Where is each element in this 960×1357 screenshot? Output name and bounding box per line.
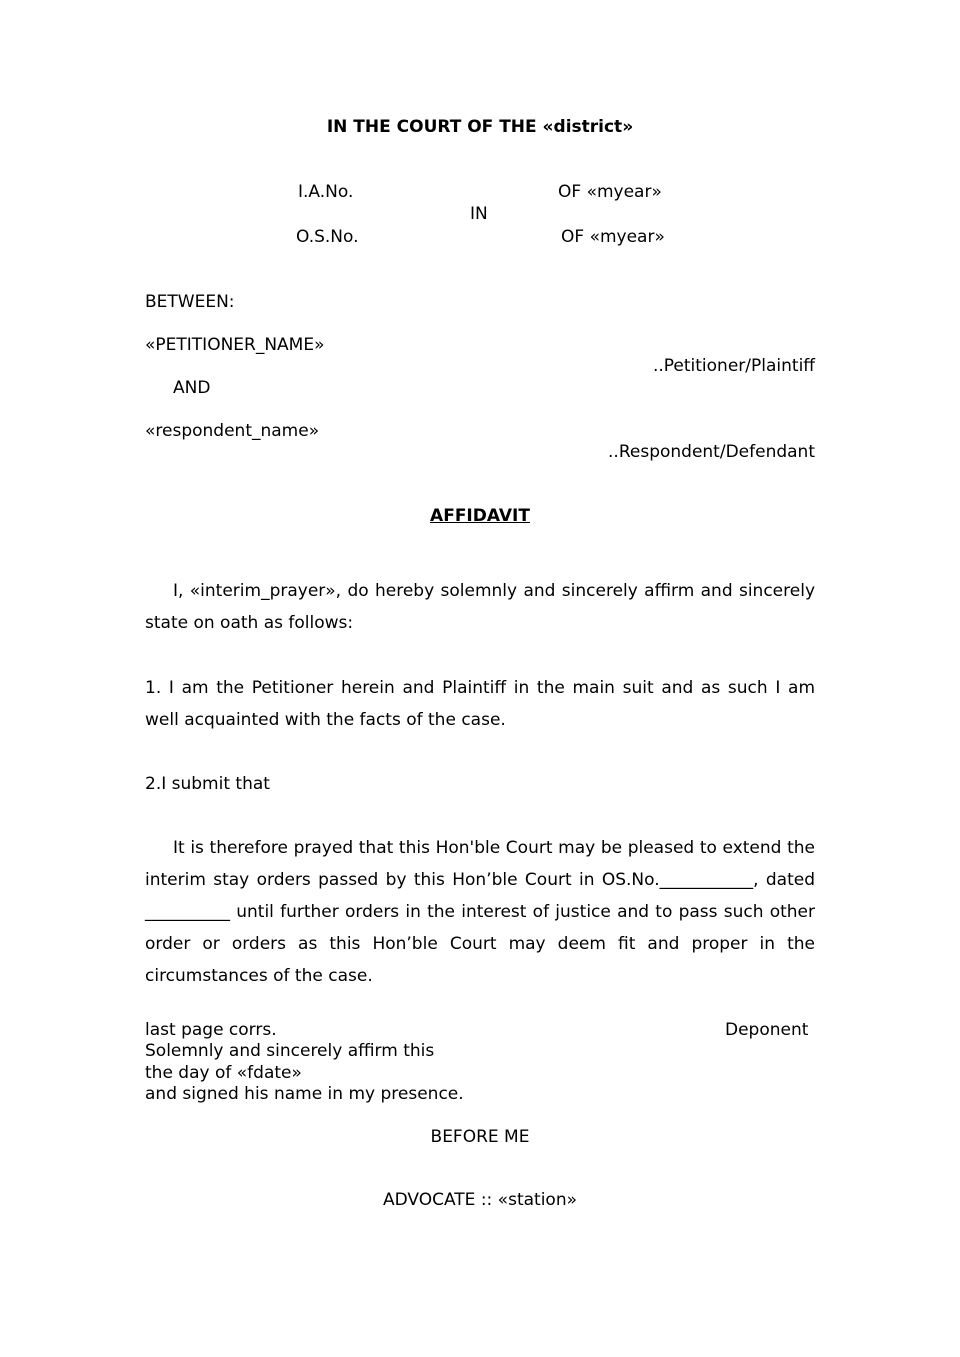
- prayer-paragraph: It is therefore prayed that this Hon'ble Court may be pleased to extend the interim stay orders passed by this Hon’ble Court in OS.No.___________, dated __________ until further orders in the interest of justice and to pass such other order or orders as this Hon’ble Court may deem fit and proper in the circumstances of the case.: [145, 838, 815, 986]
- and-label: AND: [173, 378, 211, 398]
- affirm-line-2: the day of «fdate»: [145, 1063, 302, 1083]
- os-number-label: O.S.No.: [296, 227, 359, 247]
- affirm-line-3: and signed his name in my presence.: [145, 1084, 464, 1104]
- respondent-role: ..Respondent/Defendant: [608, 442, 815, 462]
- ia-year: OF «myear»: [558, 182, 662, 202]
- affirm-line-1: Solemnly and sincerely affirm this: [145, 1041, 435, 1061]
- deponent-label: Deponent: [725, 1020, 809, 1040]
- before-me-label: BEFORE ME: [430, 1127, 530, 1147]
- last-page-note: last page corrs.: [145, 1020, 277, 1040]
- intro-paragraph: I, «interim_prayer», do hereby solemnly and sincerely affirm and sincerely state on oath as follows:: [145, 581, 815, 633]
- respondent-name: «respondent_name»: [145, 421, 320, 441]
- court-heading: IN THE COURT OF THE «district»: [326, 117, 634, 137]
- in-label: IN: [470, 204, 488, 224]
- between-label: BETWEEN:: [145, 292, 235, 312]
- point-1: 1. I am the Petitioner herein and Plaintiff in the main suit and as such I am well acquainted with the facts of the case.: [145, 678, 815, 730]
- ia-number-label: I.A.No.: [298, 182, 354, 202]
- petitioner-name: «PETITIONER_NAME»: [145, 335, 325, 355]
- os-year: OF «myear»: [561, 227, 665, 247]
- affidavit-title: AFFIDAVIT: [430, 506, 530, 526]
- advocate-station: ADVOCATE :: «station»: [382, 1190, 577, 1210]
- point-2: 2.I submit that: [145, 774, 270, 794]
- petitioner-role: ..Petitioner/Plaintiff: [652, 356, 815, 376]
